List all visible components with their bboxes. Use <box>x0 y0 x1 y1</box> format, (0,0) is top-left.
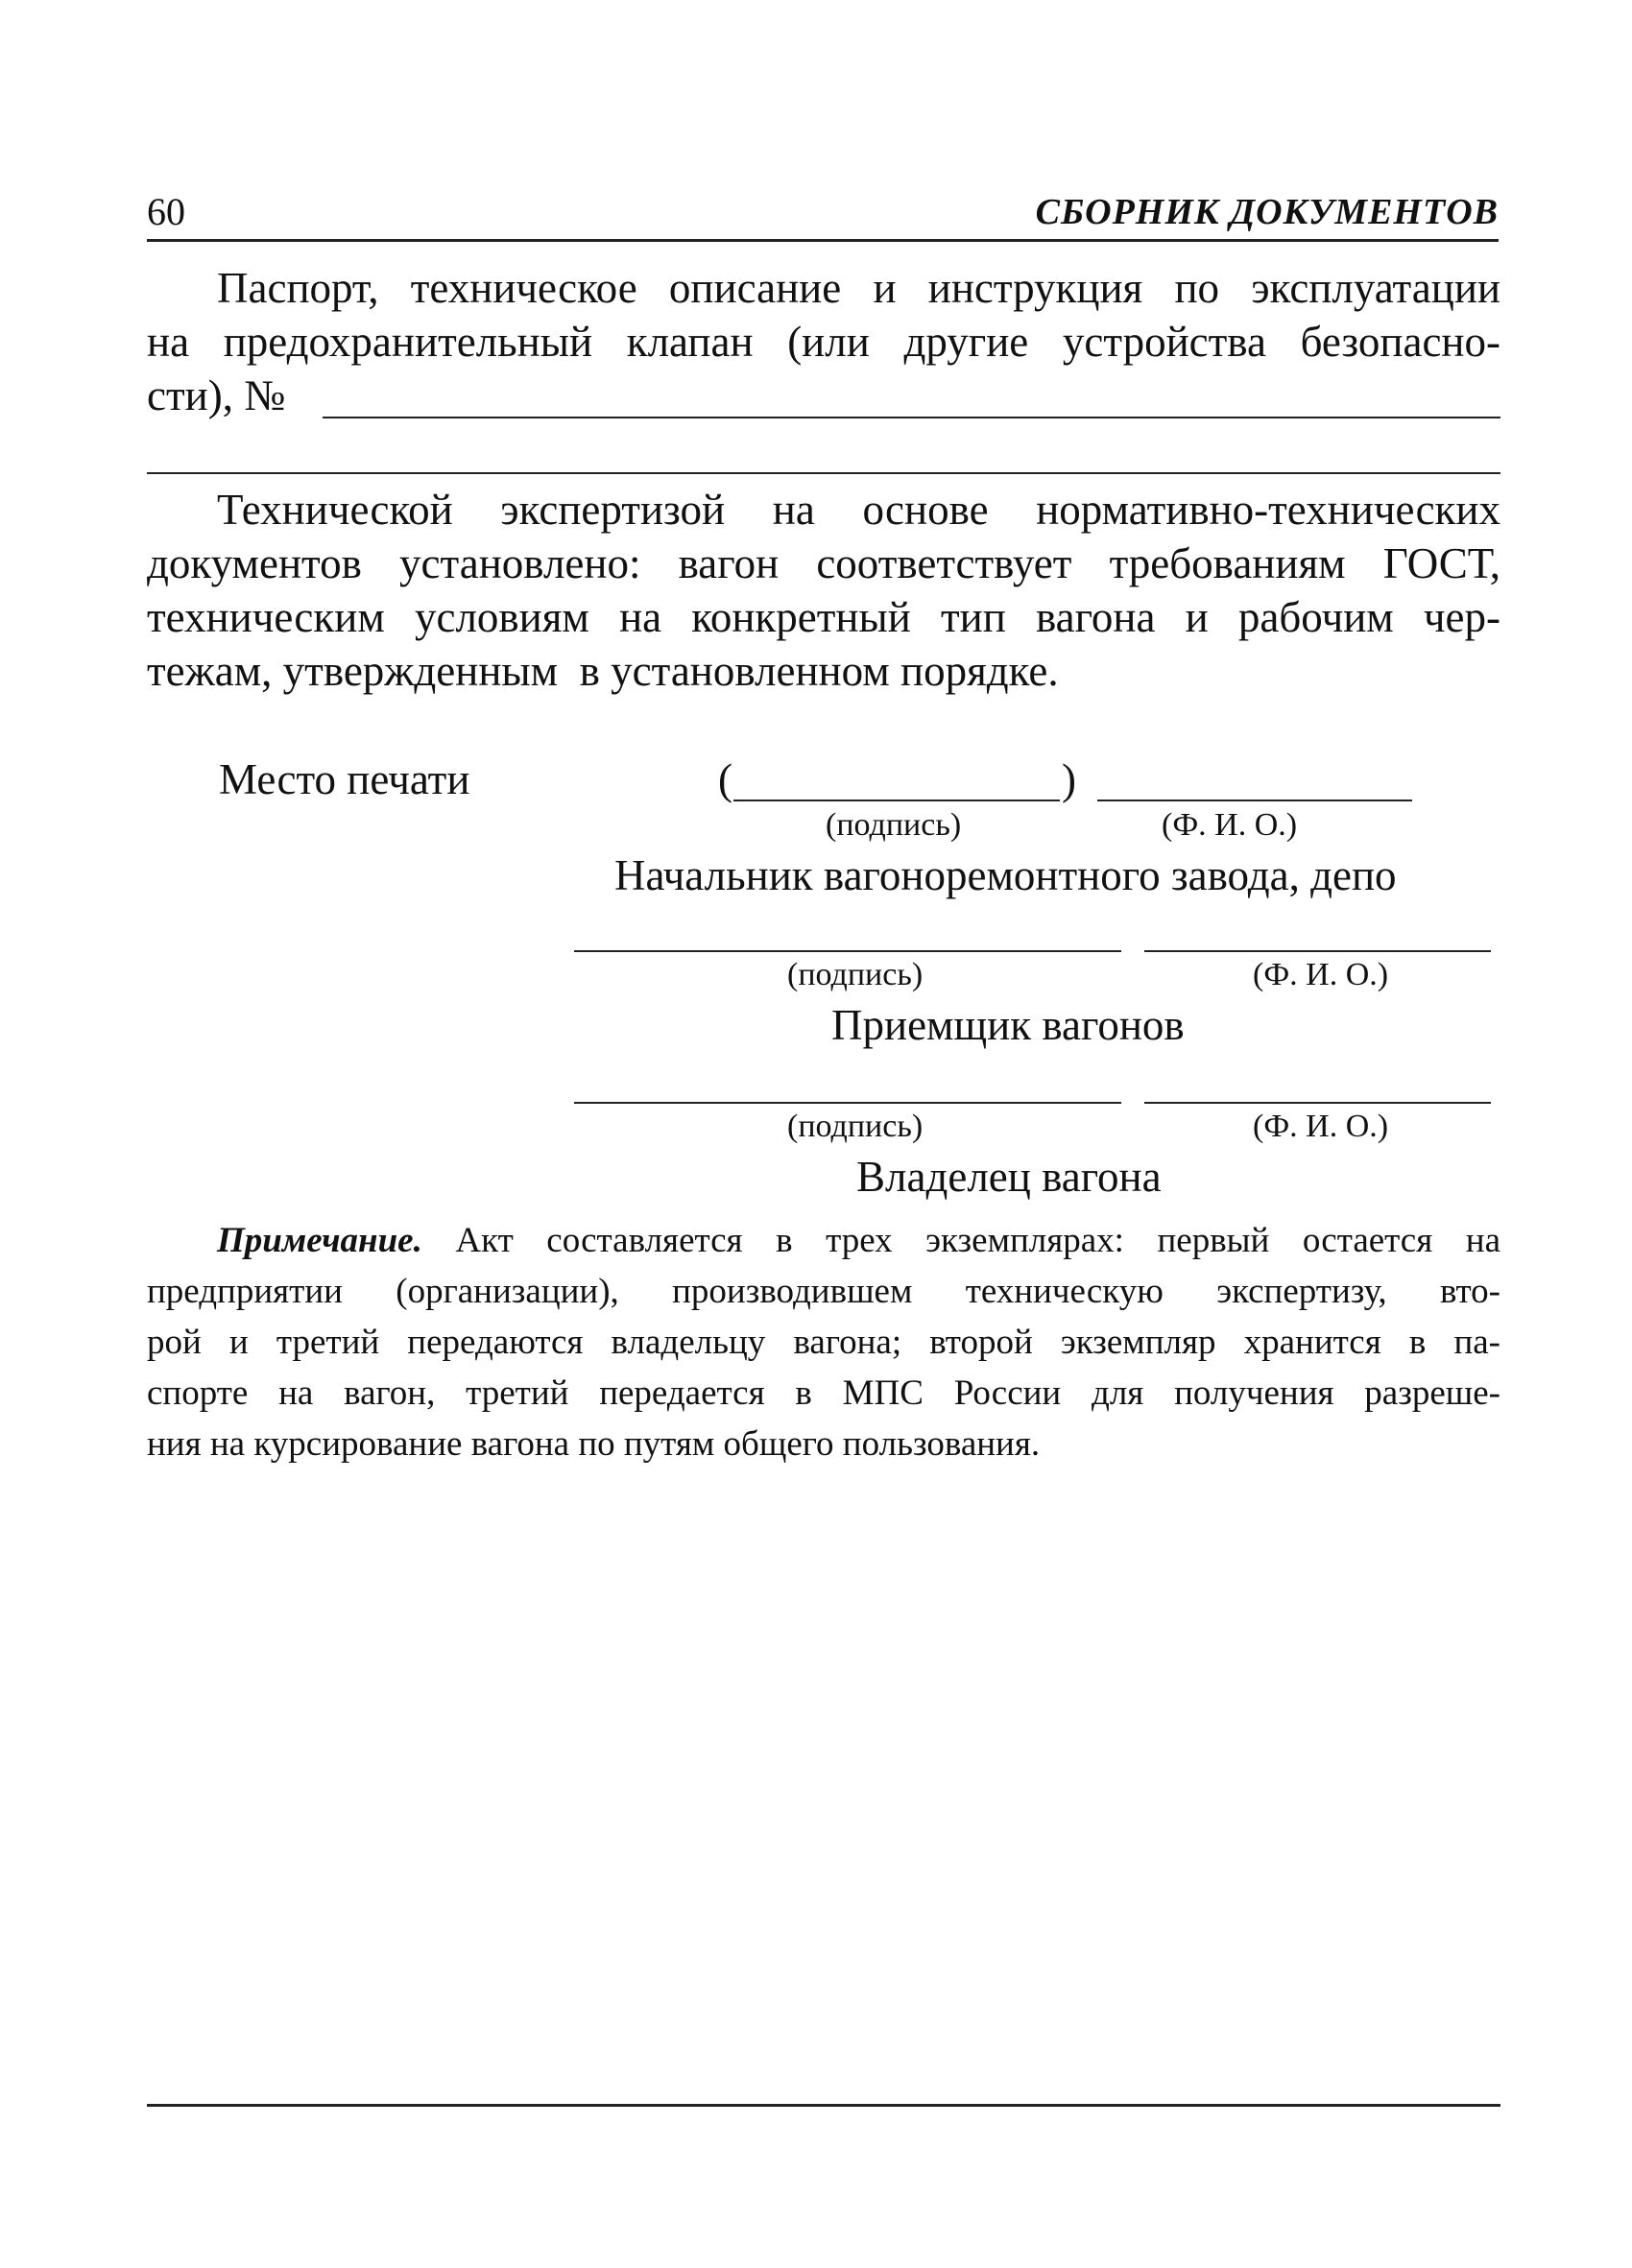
name-line-2 <box>1144 950 1491 952</box>
name-caption-3: (Ф. И. О.) <box>1253 1109 1389 1144</box>
note-line-5: ния на курсирование вагона по путям общего пользования. <box>147 1424 1041 1464</box>
passport-line-1: Паспорт, техническое описание и инструкция по эксплуатации <box>217 264 1500 312</box>
stamp-place-label: Место печати <box>219 755 470 803</box>
page-number: 60 <box>147 190 185 233</box>
close-paren: ) <box>1062 755 1076 803</box>
note-line-1-text: Акт составляется в трех экземплярах: первый остается на <box>421 1221 1500 1260</box>
signature-line-3 <box>574 1102 1121 1104</box>
note-line-2: предприятии (организации), производившем техническую экспертизу, вто- <box>147 1272 1500 1311</box>
note-heading: Примечание. <box>217 1221 422 1260</box>
name-caption-2: (Ф. И. О.) <box>1253 957 1389 992</box>
expertise-line-4: тежам, утвержденным в установленном порядке. <box>147 647 1059 695</box>
running-title: СБОРНИК ДОКУМЕНТОВ <box>1035 192 1499 232</box>
name-line-1 <box>1097 800 1412 801</box>
note-line-4: спорте на вагон, третий передается в МПС России для получения разреше- <box>147 1373 1500 1413</box>
role-depot-head: Начальник вагоноремонтного завода, депо <box>614 851 1397 899</box>
name-caption-1: (Ф. И. О.) <box>1162 807 1298 843</box>
footer-rule <box>147 2104 1500 2107</box>
note-line-3: рой и третий передаются владельцу вагона; второй экземпляр хранится в па- <box>147 1323 1500 1362</box>
passport-blank-line <box>147 472 1500 474</box>
signature-line-2 <box>574 950 1121 952</box>
role-wagon-owner: Владелец вагона <box>856 1153 1162 1201</box>
expertise-line-1: Технической экспертизой на основе нормативно-технических <box>217 486 1500 534</box>
passport-line-2: на предохранительный клапан (или другие устройства безопасно- <box>147 318 1500 366</box>
expertise-line-3: техническим условиям на конкретный тип вагона и рабочим чер- <box>147 593 1500 641</box>
signature-caption-3: (подпись) <box>787 1109 924 1144</box>
signature-line-1 <box>733 800 1060 801</box>
signature-caption-1: (подпись) <box>826 807 962 843</box>
note-line-1 <box>217 1219 1500 1263</box>
header-rule <box>147 239 1499 242</box>
name-line-3 <box>1144 1102 1491 1104</box>
passport-line-3: сти), № <box>147 371 286 419</box>
expertise-line-2: документов установлено: вагон соответствует требованиям ГОСТ, <box>147 539 1500 587</box>
open-paren: ( <box>718 755 732 803</box>
role-wagon-inspector: Приемщик вагонов <box>831 1001 1185 1049</box>
signature-caption-2: (подпись) <box>787 957 924 992</box>
passport-number-field <box>323 417 1500 418</box>
